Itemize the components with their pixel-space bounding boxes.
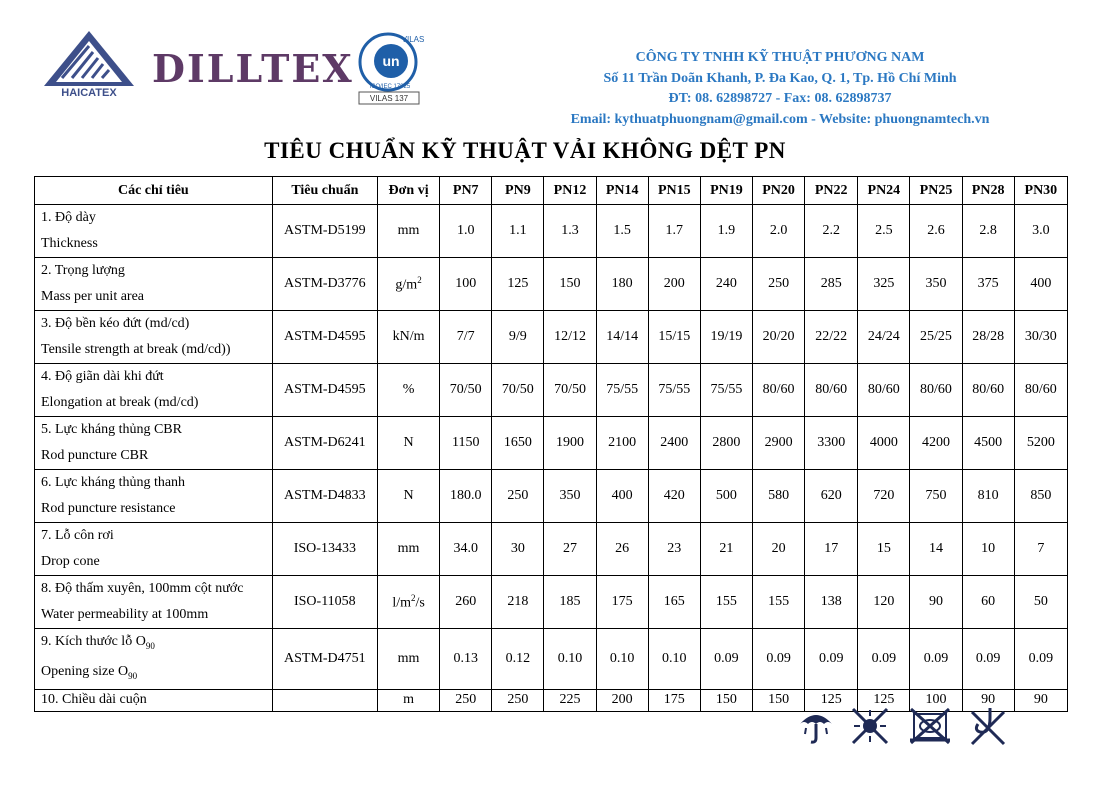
unit-cell [377, 364, 439, 417]
haicatex-logo [40, 28, 138, 98]
value-cell: 250 [492, 470, 544, 523]
value-cell: 400 [1014, 258, 1067, 311]
value-cell: 260 [440, 576, 492, 629]
criteria-cell [35, 311, 273, 364]
value-cell: 70/50 [440, 364, 492, 417]
value-cell: 1.5 [596, 205, 648, 258]
table-row [35, 205, 1068, 258]
value-cell: 2900 [753, 417, 805, 470]
table-row [35, 417, 1068, 470]
value-cell: 23 [648, 523, 700, 576]
value-cell: 580 [753, 470, 805, 523]
standard-cell: ASTM-D3776 [272, 258, 377, 311]
value-cell: 80/60 [1014, 364, 1067, 417]
value-cell: 75/55 [648, 364, 700, 417]
value-cell: 250 [492, 689, 544, 711]
table-row [35, 576, 1068, 629]
value-cell: 2.6 [910, 205, 962, 258]
criteria-en: Rod puncture CBR [41, 448, 149, 463]
value-cell: 138 [805, 576, 858, 629]
unit-cell [377, 629, 439, 690]
unit-cell [377, 205, 439, 258]
value-cell: 1150 [440, 417, 492, 470]
value-cell: 70/50 [492, 364, 544, 417]
criteria-cell [35, 258, 273, 311]
value-cell: 0.10 [596, 629, 648, 690]
criteria-vi: 6. Lực kháng thủng thanh [41, 475, 186, 490]
value-cell: 27 [544, 523, 596, 576]
value-cell: 75/55 [596, 364, 648, 417]
table-row [35, 629, 1068, 690]
value-cell: 0.09 [910, 629, 962, 690]
value-cell: 20/20 [753, 311, 805, 364]
value-cell: 150 [700, 689, 752, 711]
value-cell: 21 [700, 523, 752, 576]
no-hooks-icon [968, 706, 1008, 746]
value-cell: 0.12 [492, 629, 544, 690]
criteria-vi: 3. Độ bền kéo đứt (md/cd) [41, 316, 190, 331]
vilas-iso-text: ISO/IEC 17025 [369, 84, 411, 90]
value-cell: 2100 [596, 417, 648, 470]
dilltex-logo [148, 40, 354, 102]
criteria-en: Tensile strength at break (md/cd)) [41, 342, 231, 357]
criteria-vi-subscript: 90 [145, 640, 155, 651]
value-cell: 0.10 [648, 629, 700, 690]
value-cell: 20 [753, 523, 805, 576]
unit-text: kN/m [392, 329, 425, 344]
value-cell: 150 [544, 258, 596, 311]
value-cell: 28/28 [962, 311, 1014, 364]
unit-superscript: 2 [410, 592, 416, 603]
header-cell: PN7 [440, 177, 492, 205]
value-cell: 100 [910, 689, 962, 711]
value-cell: 24/24 [858, 311, 910, 364]
value-cell: 125 [492, 258, 544, 311]
value-cell: 50 [1014, 576, 1067, 629]
haicatex-text: HAICATEX [61, 87, 117, 98]
value-cell: 80/60 [805, 364, 858, 417]
unit-cell [377, 576, 439, 629]
value-cell: 1650 [492, 417, 544, 470]
standard-cell: ASTM-D4833 [272, 470, 377, 523]
table-row [35, 364, 1068, 417]
document-title: TIÊU CHUẨN KỸ THUẬT VẢI KHÔNG DỆT PN [264, 138, 786, 163]
value-cell: 30/30 [1014, 311, 1067, 364]
value-cell: 200 [596, 689, 648, 711]
value-cell: 4200 [910, 417, 962, 470]
value-cell: 5200 [1014, 417, 1067, 470]
header-cell: Đơn vị [377, 177, 439, 205]
criteria-vi: 8. Độ thấm xuyên, 100mm cột nước [41, 581, 244, 596]
value-cell: 750 [910, 470, 962, 523]
header-cell: PN12 [544, 177, 596, 205]
value-cell: 155 [753, 576, 805, 629]
value-cell: 25/25 [910, 311, 962, 364]
value-cell: 175 [648, 689, 700, 711]
criteria-cell [35, 417, 273, 470]
criteria-en: Thickness [41, 236, 98, 251]
value-cell: 500 [700, 470, 752, 523]
value-cell: 180 [596, 258, 648, 311]
standard-cell: ASTM-D4595 [272, 311, 377, 364]
value-cell: 1.3 [544, 205, 596, 258]
value-cell: 180.0 [440, 470, 492, 523]
header-cell: PN30 [1014, 177, 1067, 205]
value-cell: 70/50 [544, 364, 596, 417]
vilas-code-text: VILAS 137 [369, 94, 409, 103]
standard-cell: ISO-13433 [272, 523, 377, 576]
company-info [540, 48, 1020, 130]
value-cell: 720 [858, 470, 910, 523]
unit-cell [377, 523, 439, 576]
value-cell: 90 [1014, 689, 1067, 711]
value-cell: 4500 [962, 417, 1014, 470]
criteria-vi: 7. Lỗ côn rơi [41, 528, 114, 543]
table-header-row [35, 177, 1068, 205]
value-cell: 1.7 [648, 205, 700, 258]
unit-text: mm [397, 650, 420, 666]
header-cell: PN25 [910, 177, 962, 205]
value-cell: 26 [596, 523, 648, 576]
value-cell: 225 [544, 689, 596, 711]
value-cell: 375 [962, 258, 1014, 311]
value-cell: 165 [648, 576, 700, 629]
value-cell: 0.09 [753, 629, 805, 690]
value-cell: 2.5 [858, 205, 910, 258]
value-cell: 155 [700, 576, 752, 629]
criteria-cell [35, 576, 273, 629]
criteria-en: Elongation at break (md/cd) [41, 395, 199, 410]
value-cell: 2.2 [805, 205, 858, 258]
vilas-logo [355, 28, 425, 106]
value-cell: 620 [805, 470, 858, 523]
company-name: CÔNG TY TNHH KỸ THUẬT PHƯƠNG NAM [635, 50, 925, 65]
criteria-cell [35, 523, 273, 576]
value-cell: 10 [962, 523, 1014, 576]
value-cell: 3.0 [1014, 205, 1067, 258]
value-cell: 150 [753, 689, 805, 711]
table-row [35, 523, 1068, 576]
value-cell: 90 [910, 576, 962, 629]
company-address: Số 11 Trần Doãn Khanh, P. Đa Kao, Q. 1, Tp. Hồ Chí Minh [603, 70, 957, 86]
value-cell: 810 [962, 470, 1014, 523]
value-cell: 850 [1014, 470, 1067, 523]
standard-cell [272, 689, 377, 711]
value-cell: 400 [596, 470, 648, 523]
no-sunlight-icon [850, 706, 890, 746]
value-cell: 200 [648, 258, 700, 311]
value-cell: 90 [962, 689, 1014, 711]
value-cell: 0.09 [962, 629, 1014, 690]
value-cell: 7/7 [440, 311, 492, 364]
vilas-ring-text: VILAS [401, 35, 425, 44]
value-cell: 175 [596, 576, 648, 629]
criteria-cell [35, 205, 273, 258]
unit-text: g/m [395, 277, 418, 293]
value-cell: 1.1 [492, 205, 544, 258]
unit-text: mm [397, 541, 420, 556]
value-cell: 19/19 [700, 311, 752, 364]
unit-cell [377, 311, 439, 364]
unit-text: % [402, 382, 415, 397]
value-cell: 0.09 [700, 629, 752, 690]
value-cell: 0.09 [858, 629, 910, 690]
value-cell: 34.0 [440, 523, 492, 576]
criteria-vi: 5. Lực kháng thủng CBR [41, 422, 182, 437]
value-cell: 125 [805, 689, 858, 711]
unit-text: N [403, 488, 414, 503]
header-cell: PN15 [648, 177, 700, 205]
criteria-cell [35, 470, 273, 523]
unit-superscript: 2 [417, 274, 422, 285]
value-cell: 9/9 [492, 311, 544, 364]
no-roll-crush-icon [908, 706, 952, 746]
value-cell: 1.0 [440, 205, 492, 258]
value-cell: 240 [700, 258, 752, 311]
header-cell: PN20 [753, 177, 805, 205]
value-cell: 0.09 [805, 629, 858, 690]
handling-icons [796, 706, 1016, 754]
criteria-vi: 10. Chiều dài cuộn [35, 689, 273, 711]
unit-text: N [403, 435, 414, 450]
value-cell: 15/15 [648, 311, 700, 364]
value-cell: 350 [910, 258, 962, 311]
unit-text: l/m [392, 595, 411, 611]
standard-cell: ASTM-D6241 [272, 417, 377, 470]
standard-cell: ASTM-D4751 [272, 629, 377, 690]
standard-cell: ASTM-D5199 [272, 205, 377, 258]
value-cell: 80/60 [910, 364, 962, 417]
criteria-en-subscript: 90 [128, 670, 138, 681]
value-cell: 420 [648, 470, 700, 523]
unit-cell: m [377, 689, 439, 711]
value-cell: 60 [962, 576, 1014, 629]
criteria-en: Opening size O [41, 663, 129, 679]
criteria-vi: 2. Trọng lượng [41, 263, 125, 278]
value-cell: 4000 [858, 417, 910, 470]
value-cell: 0.13 [440, 629, 492, 690]
value-cell: 3300 [805, 417, 858, 470]
value-cell: 14 [910, 523, 962, 576]
header-cell: PN19 [700, 177, 752, 205]
value-cell: 80/60 [858, 364, 910, 417]
value-cell: 125 [858, 689, 910, 711]
value-cell: 2800 [700, 417, 752, 470]
header-cell: PN28 [962, 177, 1014, 205]
value-cell: 15 [858, 523, 910, 576]
value-cell: 12/12 [544, 311, 596, 364]
criteria-en: Rod puncture resistance [41, 501, 176, 516]
table-row [35, 258, 1068, 311]
criteria-vi: 9. Kích thước lỗ O [41, 634, 146, 649]
header-cell: Tiêu chuẩn [272, 177, 377, 205]
keep-dry-umbrella-icon [796, 706, 836, 746]
value-cell: 100 [440, 258, 492, 311]
value-cell: 75/55 [700, 364, 752, 417]
value-cell: 2.8 [962, 205, 1014, 258]
value-cell: 1900 [544, 417, 596, 470]
unit-suffix: /s [415, 595, 425, 611]
unit-cell [377, 417, 439, 470]
value-cell: 120 [858, 576, 910, 629]
unit-text: mm [397, 223, 420, 238]
header-cell: PN9 [492, 177, 544, 205]
value-cell: 0.10 [544, 629, 596, 690]
criteria-vi: 1. Độ dày [41, 210, 96, 225]
value-cell: 7 [1014, 523, 1067, 576]
criteria-cell [35, 629, 273, 690]
header-cell: Các chỉ tiêu [35, 177, 273, 205]
criteria-en: Drop cone [41, 554, 100, 569]
dilltex-text: DILLTEX [152, 46, 354, 91]
value-cell: 0.09 [1014, 629, 1067, 690]
header-cell: PN22 [805, 177, 858, 205]
value-cell: 2400 [648, 417, 700, 470]
standard-cell: ASTM-D4595 [272, 364, 377, 417]
value-cell: 185 [544, 576, 596, 629]
table-row [35, 311, 1068, 364]
criteria-en: Water permeability at 100mm [41, 607, 209, 622]
spec-table [34, 176, 1068, 712]
table-row [35, 470, 1068, 523]
value-cell: 218 [492, 576, 544, 629]
unit-cell [377, 258, 439, 311]
standard-cell: ISO-11058 [272, 576, 377, 629]
criteria-vi: 4. Độ giãn dài khi đứt [41, 369, 164, 384]
header-cell: PN14 [596, 177, 648, 205]
value-cell: 2.0 [753, 205, 805, 258]
company-phone-fax: ĐT: 08. 62898727 - Fax: 08. 62898737 [668, 91, 892, 106]
company-email-website: Email: kythuatphuongnam@gmail.com - Website: phuongnamtech.vn [570, 111, 990, 127]
svg-text:un: un [382, 53, 400, 69]
value-cell: 1.9 [700, 205, 752, 258]
value-cell: 250 [753, 258, 805, 311]
value-cell: 30 [492, 523, 544, 576]
value-cell: 325 [858, 258, 910, 311]
value-cell: 285 [805, 258, 858, 311]
value-cell: 80/60 [753, 364, 805, 417]
value-cell: 17 [805, 523, 858, 576]
unit-cell [377, 470, 439, 523]
value-cell: 22/22 [805, 311, 858, 364]
value-cell: 14/14 [596, 311, 648, 364]
criteria-en: Mass per unit area [41, 289, 145, 304]
value-cell: 250 [440, 689, 492, 711]
criteria-cell [35, 364, 273, 417]
value-cell: 80/60 [962, 364, 1014, 417]
header-cell: PN24 [858, 177, 910, 205]
value-cell: 350 [544, 470, 596, 523]
